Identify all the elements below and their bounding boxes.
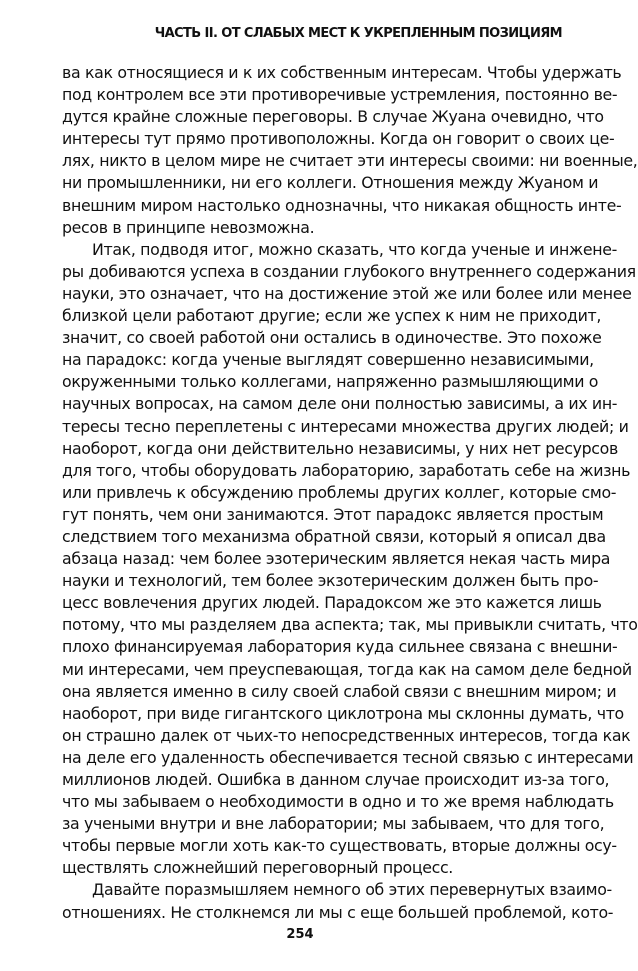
text-line: ни промышленники, ни его коллеги. Отношения между Жуаном и: [62, 173, 599, 193]
text-line: дутся крайне сложные переговоры. В случае Жуана очевидно, что: [62, 107, 604, 127]
text-line: науки и технологий, тем более экзотерическим должен быть про-: [62, 571, 599, 591]
text-line: что мы забываем о необходимости в одно и то же время наблюдать: [62, 792, 614, 812]
text-line: Давайте поразмышляем немного об этих перевернутых взаимо-: [92, 880, 612, 900]
text-line: плохо финансируемая лаборатория куда сильнее связана с внешни-: [62, 637, 618, 657]
text-line: он страшно далек от чьих-то непосредственных интересов, тогда как: [62, 725, 631, 745]
text-line: близкой цели работают другие; если же успех к ним не приходит,: [62, 306, 602, 326]
text-line: интересы тут прямо противоположны. Когда он говорит о своих це-: [62, 129, 615, 149]
text-line: окруженными только коллегами, напряженно размышляющими о: [62, 372, 599, 392]
text-line: миллионов людей. Ошибка в данном случае происходит из-за того,: [62, 770, 610, 789]
page-number: 254: [286, 927, 314, 942]
text-line: значит, со своей работой они остались в одиночестве. Это похоже: [62, 328, 602, 348]
running-head: ЧАСТЬ II. ОТ СЛАБЫХ МЕСТ К УКРЕПЛЕННЫМ ПОЗИЦИЯМ: [154, 26, 562, 41]
text-line: на деле его удаленность обеспечивается тесной связью с интересами: [62, 747, 634, 767]
paragraph-1: [62, 62, 638, 239]
text-line: потому, что мы разделяем два аспекта; так, мы привыкли считать, что: [62, 615, 638, 635]
text-line: чтобы первые могли хоть как-то существовать, вторые должны осу-: [62, 836, 617, 856]
text-line: внешним миром настолько однозначны, что никакая общность инте-: [62, 195, 622, 215]
text-line: под контролем все эти противоречивые устремления, постоянно ве-: [62, 85, 618, 105]
text-line: науки, это означает, что на достижение этой же или более или менее: [62, 283, 632, 303]
text-line: гут понять, чем они занимаются. Этот парадокс является простым: [62, 504, 604, 524]
text-line: ресов в принципе невозможна.: [62, 217, 315, 237]
text-line: наоборот, когда они действительно независимы, у них нет ресурсов: [62, 438, 618, 458]
paragraph-3: [62, 879, 614, 923]
text-line: абзаца назад: чем более эзотерическим является некая часть мира: [62, 549, 611, 569]
text-line: или привлечь к обсуждению проблемы других коллег, которые смо-: [62, 482, 617, 502]
text-line: ры добиваются успеха в создании глубокого внутреннего содержания: [62, 261, 636, 281]
text-line: научных вопросах, на самом деле они полностью зависимы, а их ин-: [62, 394, 618, 414]
text-line: цесс вовлечения других людей. Парадоксом же это кажется лишь: [62, 593, 602, 613]
text-line: отношениях. Не столкнемся ли мы с еще большей проблемой, кото-: [62, 902, 614, 922]
text-line: ществлять сложнейший переговорный процесс.: [62, 858, 453, 878]
text-line: следствием того механизма обратной связи, который я описал два: [62, 526, 606, 546]
text-line: она является именно в силу своей слабой связи с внешним миром; и: [62, 681, 617, 701]
text-line: для того, чтобы оборудовать лабораторию, заработать себе на жизнь: [62, 460, 631, 480]
text-line: за учеными внутри и вне лаборатории; мы забываем, что для того,: [62, 814, 605, 834]
paragraph-2: [62, 239, 638, 880]
text-line: тересы тесно переплетены с интересами множества других людей; и: [62, 416, 629, 436]
text-line: наоборот, при виде гигантского циклотрона мы склонны думать, что: [62, 703, 624, 723]
body-text: [62, 62, 638, 924]
text-line: ва как относящиеся и к их собственным интересам. Чтобы удержать: [62, 63, 622, 82]
text-line: Итак, подводя итог, можно сказать, что когда ученые и инжене-: [92, 239, 617, 259]
text-line: на парадокс: когда ученые выглядят совершенно независимыми,: [62, 350, 594, 370]
text-line: ми интересами, чем преуспевающая, тогда как на самом деле бедной: [62, 659, 632, 679]
text-line: лях, никто в целом мире не считает эти интересы своими: ни военные,: [62, 151, 638, 171]
